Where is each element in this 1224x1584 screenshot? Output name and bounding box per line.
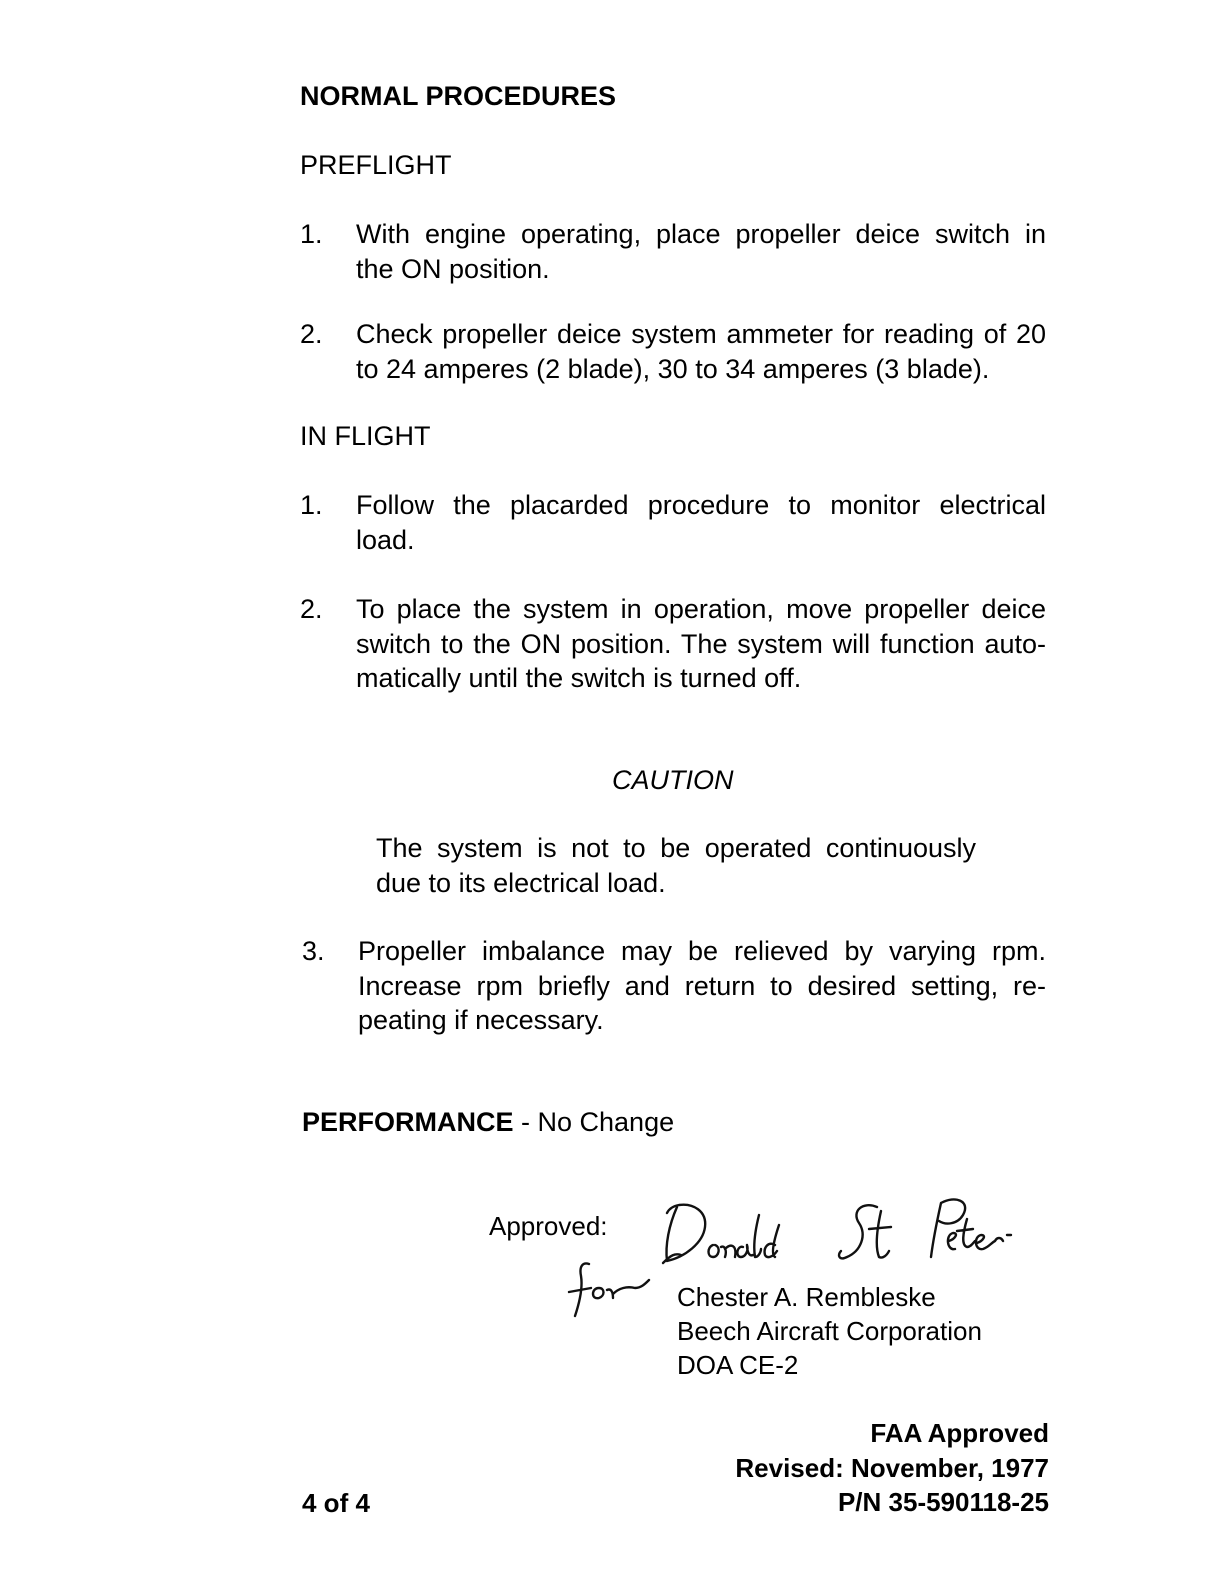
inflight-title: IN FLIGHT bbox=[300, 421, 431, 451]
approver-company: Beech Aircraft Corporation bbox=[677, 1316, 982, 1346]
part-number: P/N 35-590118-25 bbox=[837, 1487, 1049, 1517]
item-line: the ON position. bbox=[356, 253, 550, 284]
item-line: Check propeller deice system ammeter for reading of 20 bbox=[356, 319, 1046, 349]
item-number: 2. bbox=[300, 594, 323, 624]
for-mark bbox=[565, 1258, 655, 1320]
performance-line bbox=[302, 1105, 674, 1139]
caution-line: due to its electrical load. bbox=[376, 867, 666, 898]
item-line: switch to the ON position. The system will function auto- bbox=[356, 628, 1046, 659]
item-number: 1. bbox=[300, 219, 323, 249]
preflight-title: PREFLIGHT bbox=[300, 150, 452, 180]
item-line: peating if necessary. bbox=[358, 1005, 604, 1035]
section-heading: NORMAL PROCEDURES bbox=[300, 81, 617, 111]
item-number: 2. bbox=[300, 319, 323, 349]
page-number: 4 of 4 bbox=[302, 1488, 370, 1518]
approver-name: Chester A. Rembleske bbox=[677, 1282, 936, 1312]
revised-date: Revised: November, 1977 bbox=[735, 1452, 1049, 1483]
item-line: matically until the switch is turned off. bbox=[356, 663, 802, 693]
approver-doa: DOA CE-2 bbox=[677, 1350, 799, 1380]
item-line: Follow the placarded procedure to monitor electrical bbox=[356, 490, 1046, 520]
performance-label: PERFORMANCE bbox=[302, 1107, 514, 1137]
caution-text bbox=[376, 831, 976, 900]
approved-label: Approved: bbox=[489, 1211, 608, 1241]
item-line: to 24 amperes (2 blade), 30 to 34 amperes (3 blade). bbox=[356, 353, 990, 384]
caution-line: The system is not to be operated continuously bbox=[376, 833, 976, 863]
item-number: 3. bbox=[302, 936, 325, 966]
approver-block bbox=[677, 1280, 982, 1382]
signature bbox=[655, 1185, 1035, 1270]
caution-title: CAUTION bbox=[612, 765, 734, 795]
item-number: 1. bbox=[300, 490, 323, 520]
footer-approval bbox=[735, 1416, 1049, 1520]
item-line: Propeller imbalance may be relieved by varying rpm. bbox=[358, 936, 1046, 966]
item-line: To place the system in operation, move propeller deice bbox=[356, 594, 1046, 624]
faa-approved: FAA Approved bbox=[870, 1418, 1049, 1448]
item-line: With engine operating, place propeller deice switch in bbox=[356, 219, 1046, 249]
performance-text: - No Change bbox=[513, 1107, 675, 1137]
item-line: load. bbox=[356, 524, 415, 555]
item-line: Increase rpm briefly and return to desired setting, re- bbox=[358, 970, 1046, 1001]
